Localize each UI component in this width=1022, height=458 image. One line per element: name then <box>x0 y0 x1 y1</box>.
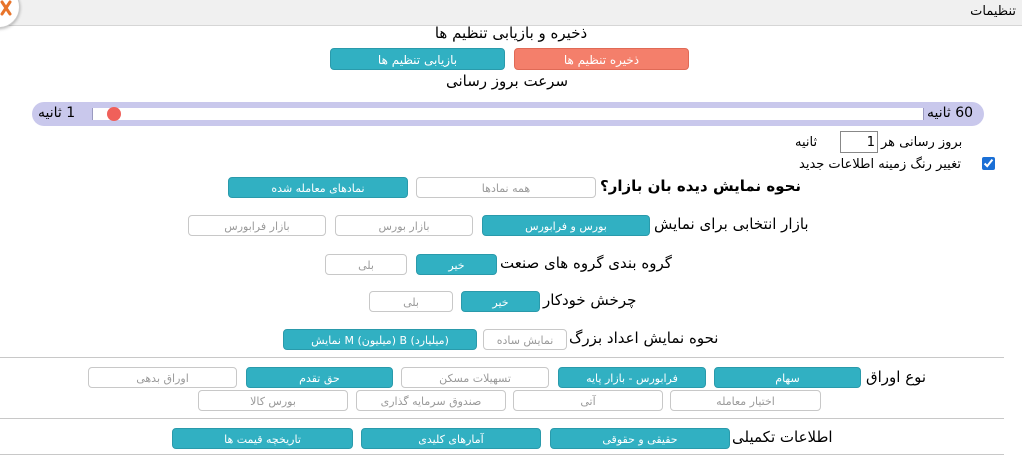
title-bar <box>0 0 1022 26</box>
securities-stocks-button[interactable]: سهام <box>714 367 861 388</box>
window-title: تنظیمات <box>970 4 1016 19</box>
save-section-heading: ذخیره و بازیابی تنظیم ها <box>434 24 588 42</box>
grouping-yes-button[interactable]: بلی <box>325 254 407 275</box>
save-settings-button[interactable]: ذخیره تنظیم ها <box>514 48 689 70</box>
grouping-no-button[interactable]: خیر <box>416 254 497 275</box>
big-numbers-label: نحوه نمایش اعداد بزرگ <box>569 329 719 347</box>
divider <box>0 418 1004 419</box>
auto-rotate-yes-button[interactable]: بلی <box>369 291 453 312</box>
restore-settings-button[interactable]: بازیابی تنظیم ها <box>330 48 505 70</box>
auto-rotate-label: چرخش خودکار <box>543 291 637 309</box>
market-label: بازار انتخابی برای نمایش <box>654 215 809 233</box>
divider <box>0 357 1004 358</box>
auto-rotate-no-button[interactable]: خیر <box>461 291 540 312</box>
refresh-unit-label: ثانیه <box>795 135 818 150</box>
securities-base-market-button[interactable]: فرابورس - بازار پایه <box>558 367 706 388</box>
slider-thumb[interactable] <box>107 107 121 121</box>
divider <box>0 454 1004 455</box>
big-numbers-simple-button[interactable]: نمایش ساده <box>483 329 567 350</box>
refresh-interval-input[interactable] <box>840 131 878 153</box>
watch-mode-label: نحوه نمایش دیده بان بازار؟ <box>600 177 802 195</box>
market-farabourse-button[interactable]: بازار فرابورس <box>188 215 326 236</box>
securities-commodity-button[interactable]: بورس کالا <box>198 390 348 411</box>
extra-info-natural-legal-button[interactable]: حقیقی و حقوقی <box>550 428 730 449</box>
market-bourse-button[interactable]: بازار بورس <box>335 215 473 236</box>
securities-futures-button[interactable]: آتی <box>513 390 663 411</box>
watch-mode-all-button[interactable]: همه نمادها <box>416 177 596 198</box>
slider-rail[interactable] <box>92 108 924 120</box>
color-change-label: تغییر رنگ زمینه اطلاعات جدید <box>799 157 961 172</box>
refresh-heading: سرعت بروز رسانی <box>445 72 569 90</box>
extra-info-label: اطلاعات تکمیلی <box>732 428 833 446</box>
securities-funds-button[interactable]: صندوق سرمایه گذاری <box>356 390 506 411</box>
close-icon <box>0 0 13 16</box>
securities-options-button[interactable]: اختیار معامله <box>670 390 821 411</box>
securities-housing-button[interactable]: تسهیلات مسکن <box>401 367 549 388</box>
color-change-checkbox[interactable] <box>982 157 995 170</box>
extra-info-price-history-button[interactable]: تاریخچه قیمت ها <box>172 428 353 449</box>
watch-mode-traded-button[interactable]: نمادهای معامله شده <box>228 177 408 198</box>
securities-bonds-button[interactable]: اوراق بدهی <box>88 367 237 388</box>
grouping-label: گروه بندی گروه های صنعت <box>500 254 672 272</box>
big-numbers-mb-button[interactable]: نمایش M (میلیون) B (میلیارد) <box>283 329 477 350</box>
extra-info-key-stats-button[interactable]: آمارهای کلیدی <box>361 428 541 449</box>
refresh-every-label: بروز رسانی هر <box>881 135 963 150</box>
slider-max-label: 60 ثانیه <box>927 105 974 121</box>
slider-min-label: 1 ثانیه <box>38 105 76 121</box>
market-both-button[interactable]: بورس و فرابورس <box>482 215 650 236</box>
securities-rights-button[interactable]: حق تقدم <box>246 367 393 388</box>
securities-label: نوع اوراق <box>866 368 927 386</box>
